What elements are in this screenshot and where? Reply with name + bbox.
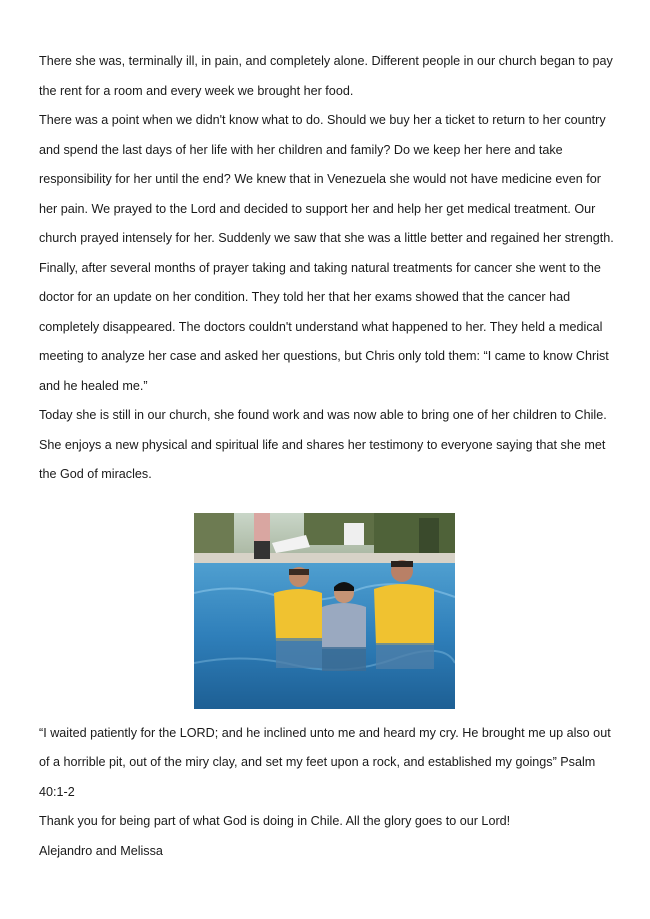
photo-container: [39, 513, 619, 709]
psalm-quote: “I waited patiently for the LORD; and he inclined unto me and heard my cry. He brought me up also out of a horrible pit, out of the miry clay, and set my feet upon a rock, and established my goings” Psalm 40:1-2: [39, 725, 611, 799]
thank-you-line: Thank you for being part of what God is doing in Chile. All the glory goes to our Lord!: [39, 814, 511, 828]
paragraph-3: Today she is still in our church, she found work and was now able to bring one of her children to Chile. She enjoys a new physical and spiritual life and shares her testimony to everyone saying that she met the God of miracles.: [39, 408, 607, 481]
paragraph-2: There was a point when we didn't know what to do. Should we buy her a ticket to return to her country and spend the last days of her life with her children and family? Do we keep her here and take responsibility for her until the end? We knew that in Venezuela she would not have medicine even for her pain. We prayed to the Lord and decided to support her and help her get medical treatment. Our church prayed intensely for her. Suddenly we saw that she was a little better and regained her strength. Finally, after several months of prayer taking and taking natural treatments for cancer she went to the doctor for an update on her condition. They told her that her exams showed that the cancer had completely disappeared. The doctors couldn't understand what happened to her. They held a medical meeting to analyze her case and asked her questions, but Chris only told them: “I came to know Christ and he healed me.”: [39, 113, 614, 393]
baptism-pool-photo: [194, 513, 455, 709]
signature-line: Alejandro and Melissa: [39, 843, 163, 858]
paragraph-1: There she was, terminally ill, in pain, and completely alone. Different people in our church began to pay the rent for a room and every week we brought her food.: [39, 54, 613, 98]
document-page: [39, 47, 619, 866]
